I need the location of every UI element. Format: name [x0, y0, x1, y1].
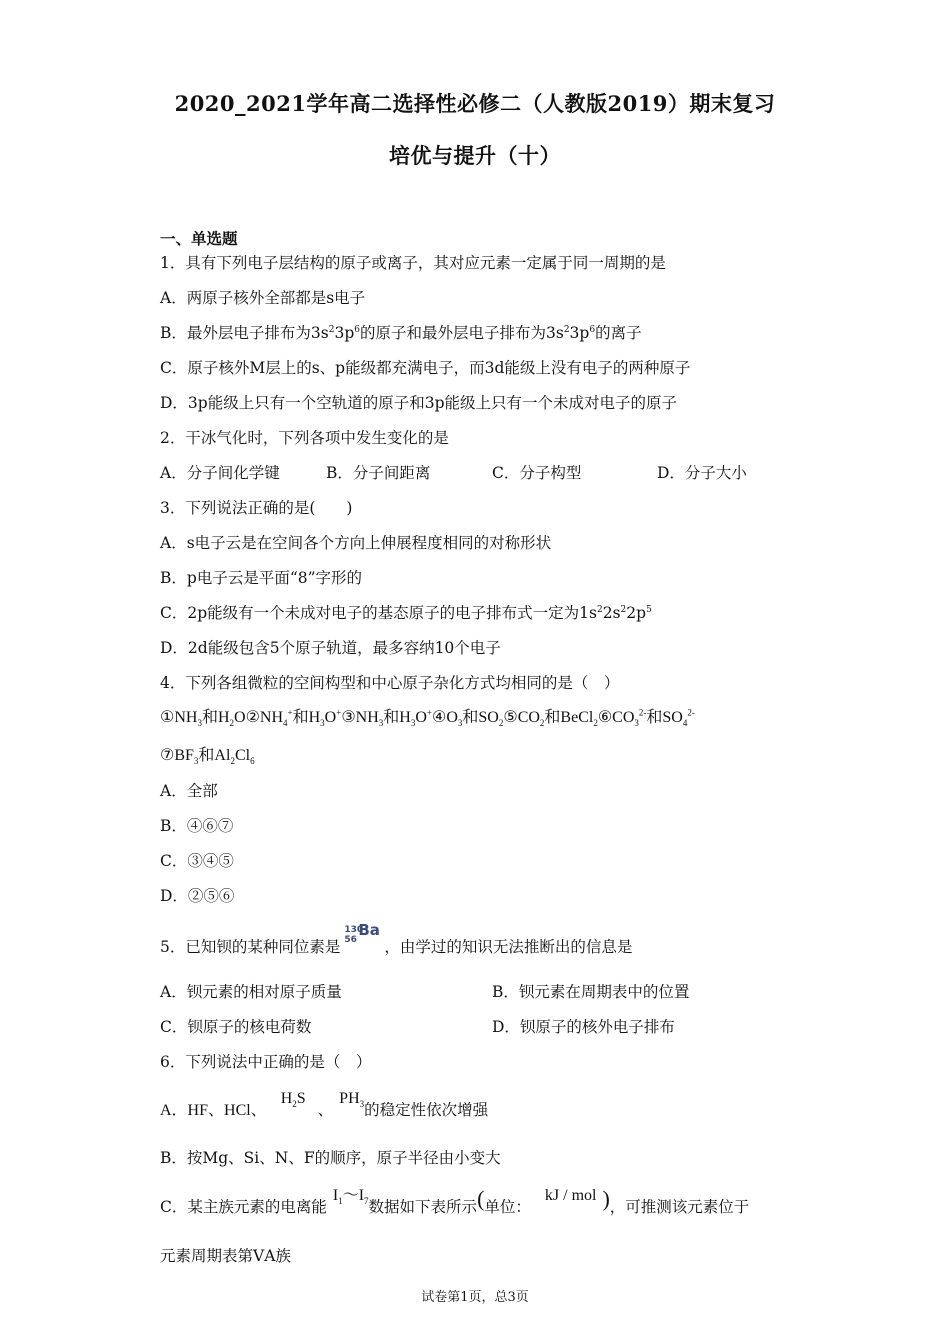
q4-items-line2 — [160, 746, 255, 766]
formula-token: 3 — [320, 718, 325, 729]
formula-token: Cl — [234, 747, 251, 764]
q1-b-sup: 6 — [589, 324, 596, 335]
q1-b-text: 3p — [569, 324, 590, 342]
formula-token: 3 — [193, 756, 199, 767]
q2-option-d: D．分子大小 — [657, 464, 747, 482]
q6-c-text: C．某主族元素的电离能 — [160, 1198, 327, 1216]
q3-c-sup: 2 — [596, 604, 603, 615]
q6-stem: 6．下列说法中正确的是（ ） — [160, 1053, 372, 1071]
q6-option-a — [160, 1090, 489, 1121]
formula-token: 和Al — [198, 747, 231, 764]
formula-token: 4 — [283, 718, 288, 729]
q6-c-text: 数据如下表所示 — [368, 1198, 478, 1216]
q1-option-a: A．两原子核外全部都是s电子 — [160, 289, 366, 307]
exam-title-line2: 培优与提升（十） — [389, 143, 561, 168]
q5-option-b: B．钡元素在周期表中的位置 — [492, 983, 690, 1001]
q4-items-line — [160, 708, 695, 728]
formula-token: ③NH — [341, 709, 379, 726]
q1-b-text: 的离子 — [595, 324, 642, 342]
q3-c-text: 2s — [602, 604, 621, 622]
q1-b-sup: 6 — [354, 324, 360, 335]
formula-token: O②NH — [234, 709, 284, 726]
formula-part: I — [332, 1187, 339, 1204]
q6-a-sep: 、 — [317, 1101, 334, 1119]
h2s-formula — [281, 1089, 306, 1109]
formula-token: ⑤CO — [503, 709, 540, 726]
q6-c-text: 单位： — [484, 1198, 531, 1216]
barium-isotope-symbol — [342, 921, 382, 958]
isotope-atomic-number: 56 — [344, 935, 357, 945]
formula-token: 和H — [383, 709, 411, 726]
formula-token: 2 — [230, 756, 235, 767]
formula-token: + — [336, 707, 342, 718]
formula-token: ⑦BF — [160, 747, 194, 764]
section-heading: 一、单选题 — [160, 229, 238, 248]
q6-a-text: 的稳定性依次增强 — [364, 1101, 489, 1119]
formula-token: 2 — [229, 718, 235, 729]
q1-b-text: 3p — [334, 324, 355, 342]
paren-close: ) — [602, 1186, 610, 1211]
q6-option-b: B．按Mg、Si、N、F的顺序，原子半径由小变大 — [160, 1149, 501, 1167]
q5-option-d: D．钡原子的核外电子排布 — [492, 1018, 675, 1036]
q1-b-sup: 2 — [563, 324, 570, 335]
formula-token: ⑥CO — [597, 709, 635, 726]
formula-sub: 2 — [292, 1099, 297, 1110]
paren-open: ( — [477, 1186, 485, 1211]
q2-option-c: C．分子构型 — [492, 464, 582, 482]
formula-sub: 1 — [338, 1196, 343, 1207]
formula-token: ④O — [431, 709, 458, 726]
q1-stem: 1．具有下列电子层结构的原子或离子，其对应元素一定属于同一周期的是 — [160, 254, 666, 272]
formula-token: 和SO — [646, 709, 683, 726]
q6-option-c — [160, 1186, 750, 1218]
page-footer: 试卷第1页，总3页 — [421, 1290, 529, 1305]
q3-c-sup: 2 — [620, 604, 627, 615]
formula-sub: 7 — [364, 1196, 369, 1207]
q6-option-c-line2: 元素周期表第ⅤA族 — [160, 1247, 291, 1265]
q2-option-b: B．分子间距离 — [326, 464, 431, 482]
q5-stem-text: 5．已知钡的某种同位素是 — [160, 938, 341, 956]
formula-part: ～ — [342, 1187, 359, 1204]
formula-token: 2 — [498, 718, 504, 729]
q4-option-b: B．④⑥⑦ — [160, 817, 234, 835]
formula-token: 和H — [292, 709, 321, 726]
q6-c-text: ，可推测该元素位于 — [609, 1198, 750, 1216]
formula-token: 和SO — [462, 709, 499, 726]
q3-option-b: B．p电子云是平面“8”字形的 — [160, 569, 363, 587]
q5-option-a: A．钡元素的相对原子质量 — [160, 983, 342, 1001]
q1-b-text: 的原子和最外层电子排布为3s — [359, 324, 564, 342]
q6-a-text: A．HF、HCl、 — [160, 1102, 267, 1119]
formula-token: + — [287, 707, 293, 718]
formula-token: 2 — [539, 718, 545, 729]
q2-stem: 2．干冰气化时，下列各项中发生变化的是 — [160, 429, 449, 447]
formula-token: 2- — [687, 707, 695, 718]
q4-option-c: C．③④⑤ — [160, 852, 234, 870]
q3-option-a: A．s电子云是在空间各个方向上伸展程度相同的对称形状 — [160, 534, 552, 552]
ph3-formula — [339, 1089, 364, 1109]
q1-option-b — [160, 323, 642, 343]
q4-option-a: A．全部 — [160, 782, 218, 800]
q3-option-d: D．2d能级包含5个原子轨道，最多容纳10个电子 — [160, 639, 501, 657]
formula-part: S — [296, 1090, 306, 1107]
formula-part: PH — [339, 1090, 360, 1107]
q4-stem: 4．下列各组微粒的空间构型和中心原子杂化方式均相同的是（ ） — [160, 674, 620, 692]
isotope-element-symbol: Ba — [358, 921, 380, 939]
formula-token: 4 — [682, 718, 688, 729]
formula-token: 2 — [593, 718, 598, 729]
formula-token: 和BeCl — [544, 709, 594, 726]
exam-title-line1: 2020_2021学年高二选择性必修二（人教版2019）期末复习 — [174, 91, 776, 116]
formula-token: 3 — [410, 718, 416, 729]
q5-stem — [160, 921, 633, 958]
formula-token: 2- — [638, 707, 647, 718]
q5-stem-text: ，由学过的知识无法推断出的信息是 — [384, 938, 633, 956]
ionization-energy-range — [333, 1186, 369, 1206]
isotope-mass-number: 130 — [344, 925, 364, 935]
formula-token: O — [324, 709, 337, 726]
formula-token: 和H — [201, 709, 230, 726]
formula-token: 3 — [197, 718, 202, 729]
formula-token: + — [426, 707, 432, 718]
q3-c-sup: 5 — [646, 604, 652, 615]
formula-token: 3 — [634, 718, 639, 729]
q3-option-c — [160, 603, 652, 623]
q3-c-text: 2p — [626, 604, 647, 622]
formula-token: 3 — [457, 718, 463, 729]
q3-c-text: C．2p能级有一个未成对电子的基态原子的电子排布式一定为1s — [160, 604, 597, 622]
formula-part: H — [280, 1090, 293, 1107]
q5-option-c: C．钡原子的核电荷数 — [160, 1018, 312, 1036]
q1-option-d: D．3p能级上只有一个空轨道的原子和3p能级上只有一个未成对电子的原子 — [160, 394, 677, 412]
q4-option-d: D．②⑤⑥ — [160, 887, 235, 905]
q1-b-text: B．最外层电子排布为3s — [160, 324, 329, 342]
formula-part: I — [358, 1187, 365, 1204]
q1-b-sup: 2 — [328, 324, 335, 335]
formula-sub: 3 — [359, 1099, 365, 1110]
q3-stem: 3．下列说法正确的是( ) — [160, 499, 353, 517]
formula-token: 6 — [250, 756, 255, 767]
q2-option-a: A．分子间化学键 — [160, 464, 280, 482]
formula-token: O — [415, 709, 427, 726]
formula-token: 3 — [378, 718, 384, 729]
q1-option-c: C．原子核外M层上的s、p能级都充满电子，而3d能级上没有电子的两种原子 — [160, 359, 691, 377]
formula-token: ①NH — [160, 709, 198, 726]
unit-kj-per-mol: kJ / mol — [544, 1187, 597, 1204]
